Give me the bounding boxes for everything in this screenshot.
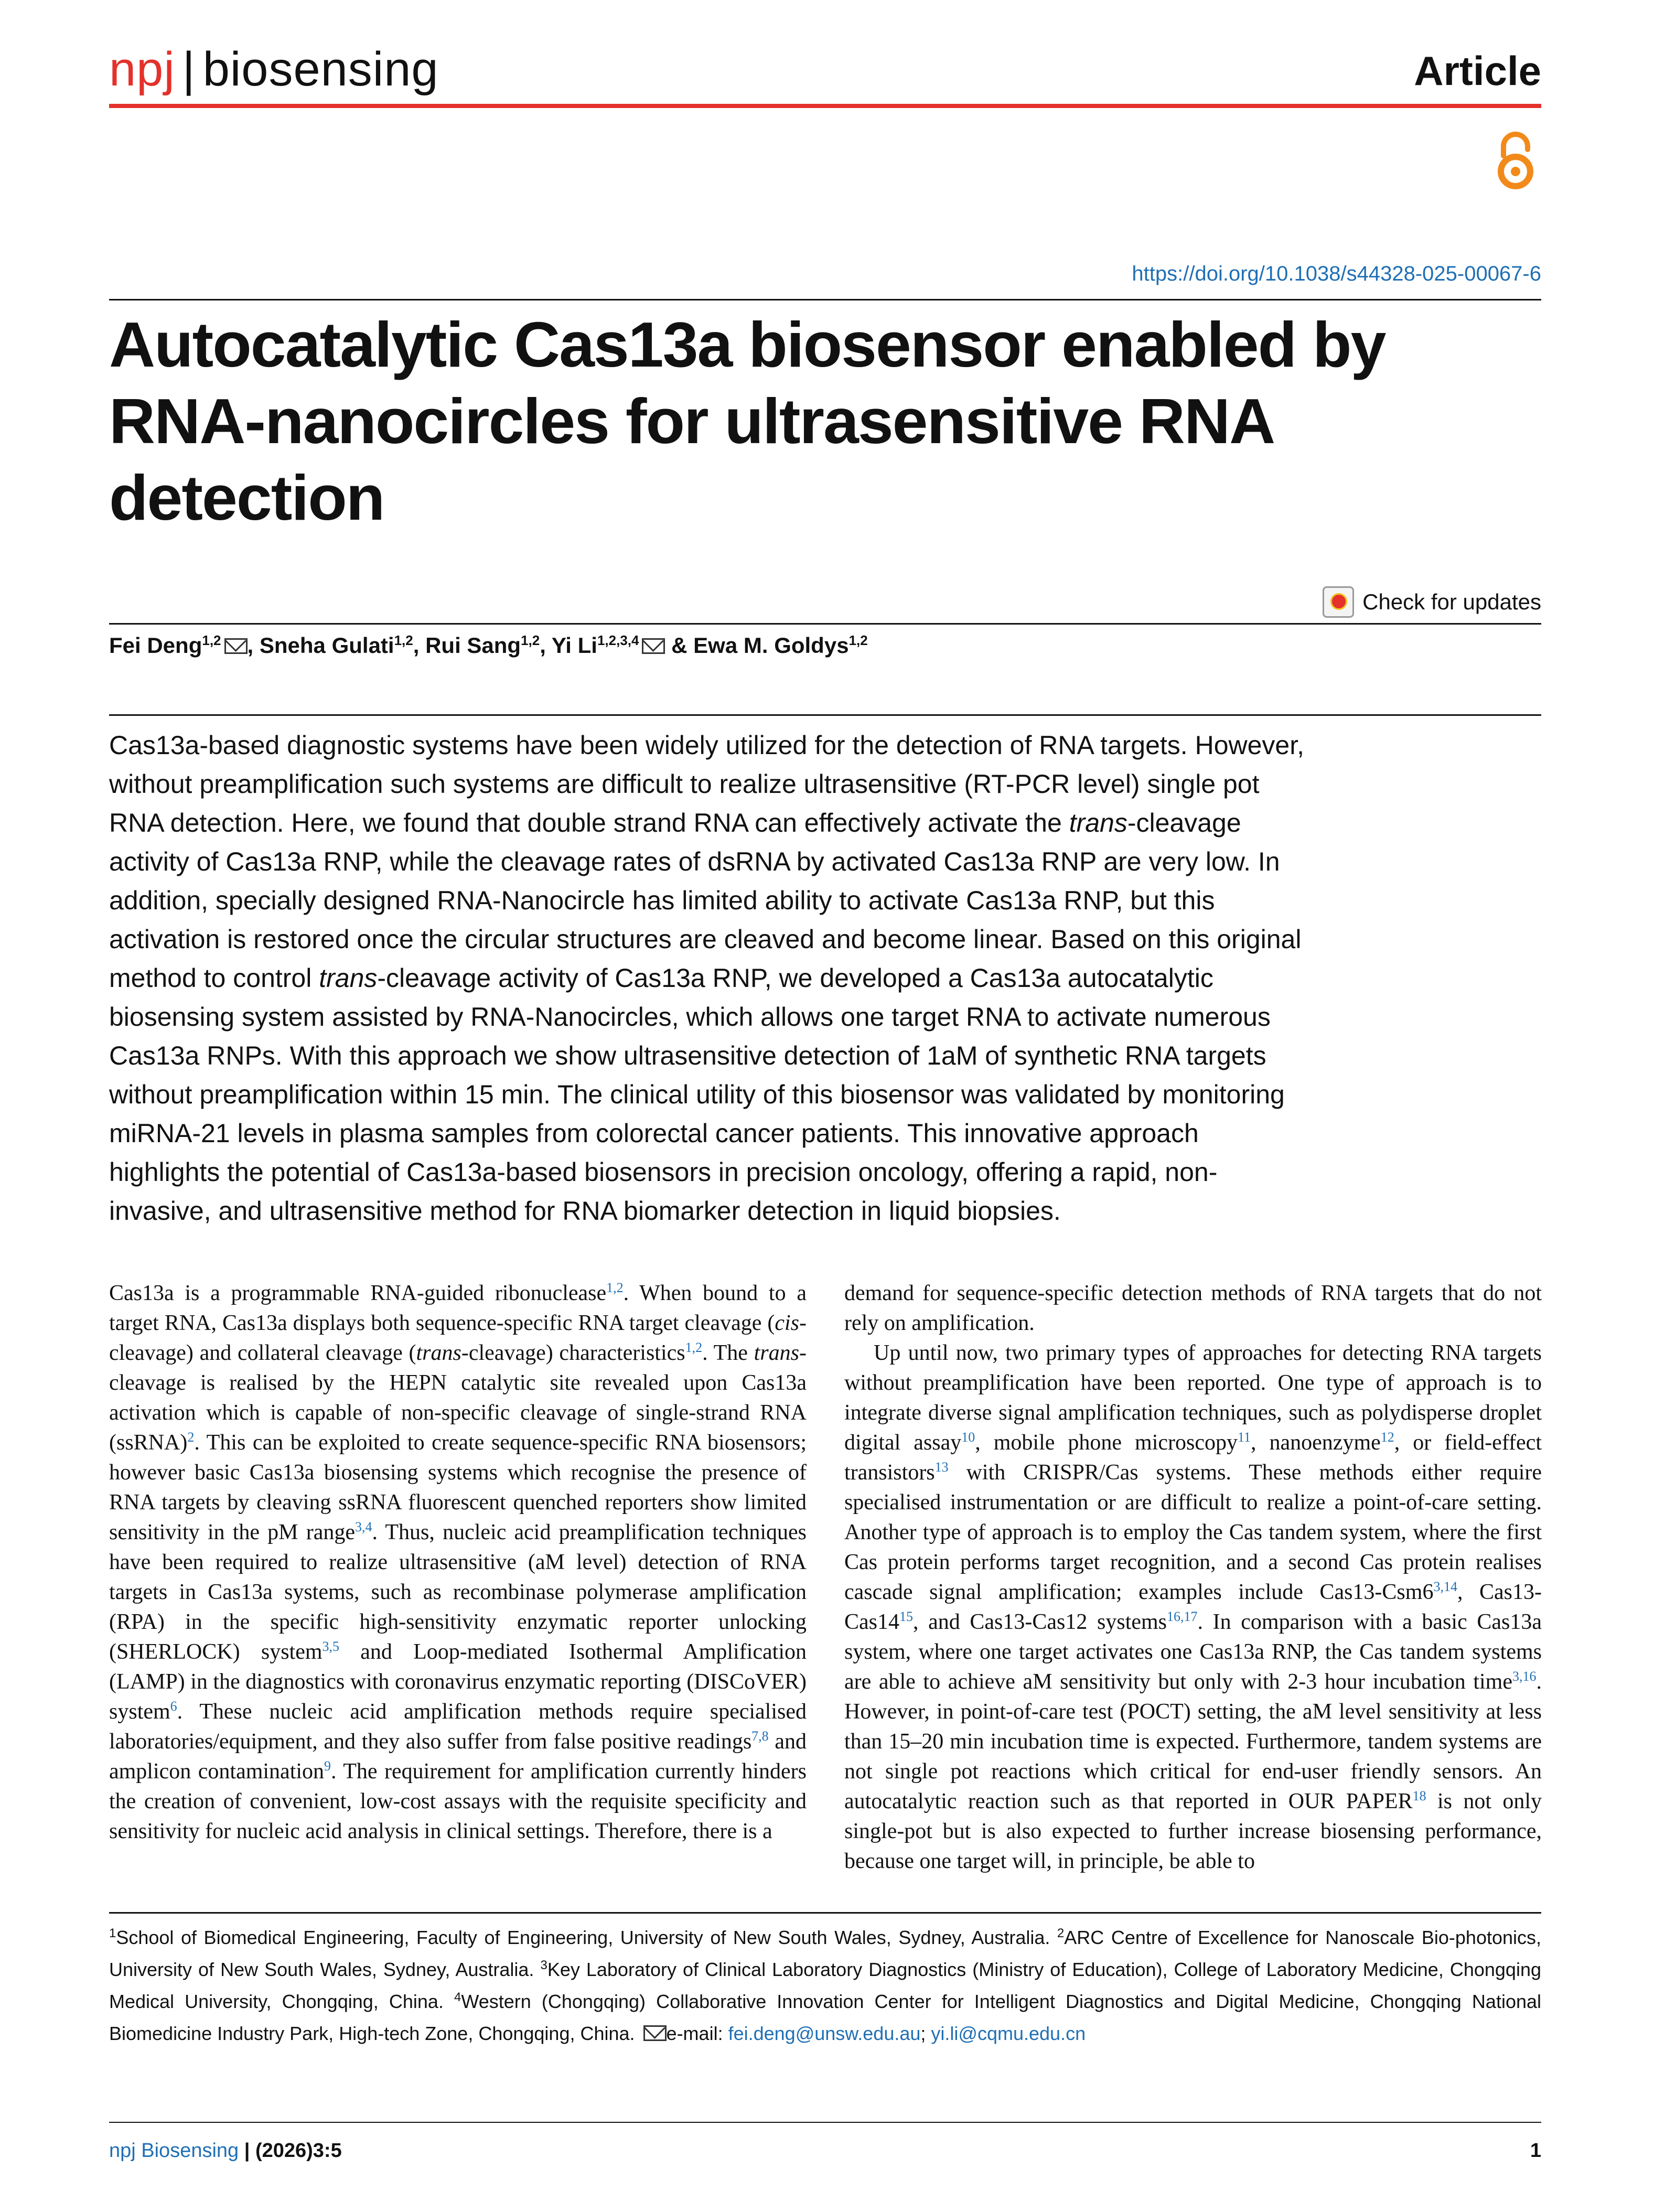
reference-superscript: 1 bbox=[109, 1926, 116, 1940]
author-list bbox=[109, 632, 868, 658]
text-run: Western (Chongqing) Collaborative Innovation Center for Intelligent Diagnostics and Digital Medicine, Chongqing National Biomedicine Industry Park, High-tech Zone, Chongqing, China. bbox=[109, 1991, 1542, 2044]
email-icon bbox=[224, 638, 248, 654]
email-icon bbox=[643, 2025, 667, 2041]
author-separator: , bbox=[247, 633, 260, 658]
reference-superscript: 2 bbox=[187, 1430, 195, 1445]
reference-superscript: 9 bbox=[324, 1758, 331, 1774]
italic-term: trans bbox=[416, 1341, 461, 1365]
text-run: . However, in point-of-care test (POCT) setting, the aM level sensitivity at less than 15–20 min incubation time is expected. Furthermore, tandem systems are not single pot reactions which critical for end-user friendly sensors. An autocatalytic reaction such as that reported in OUR PAPER bbox=[844, 1670, 1542, 1813]
author-name: Yi Li bbox=[551, 633, 597, 658]
email-link[interactable]: fei.deng@unsw.edu.au bbox=[728, 2023, 921, 2044]
reference-superscript: 15 bbox=[899, 1609, 913, 1624]
doi-link[interactable]: https://doi.org/10.1038/s44328-025-00067-6 bbox=[1132, 262, 1541, 285]
authors-top-rule bbox=[109, 623, 1541, 625]
text-run: and Loop-mediated Isothermal Amplification (LAMP) in the diagnostics with coronavirus enzymatic reporting (DISCoVER) system bbox=[109, 1640, 807, 1724]
body-column-right bbox=[844, 1279, 1542, 1876]
reference-superscript: 1,2 bbox=[685, 1340, 703, 1355]
journal-npj: npj bbox=[109, 42, 175, 96]
reference-superscript: 4 bbox=[454, 1990, 461, 2004]
reference-superscript: 11 bbox=[1237, 1430, 1251, 1445]
author-affiliation: 1,2 bbox=[202, 632, 221, 648]
author-name: Fei Deng bbox=[109, 633, 202, 658]
text-run: . The bbox=[702, 1341, 754, 1365]
check-updates-icon bbox=[1323, 586, 1354, 618]
journal-brand bbox=[109, 42, 439, 97]
text-run: . Thus, nucleic acid preamplification techniques have been required to realize ultrasensitive (aM level) detection of RNA targets in Cas13a systems, such as recombinase polymerase amplification (RPA) in the specific high-sensitivity enzymatic reporter unlocking (SHERLOCK) system bbox=[109, 1520, 807, 1664]
page-number: 1 bbox=[1530, 2140, 1541, 2162]
italic-term: cis bbox=[775, 1311, 799, 1335]
reference-superscript: 18 bbox=[1412, 1788, 1426, 1803]
text-run: , and Cas13-Cas12 systems bbox=[913, 1610, 1167, 1634]
reference-superscript: 3,16 bbox=[1512, 1669, 1537, 1684]
text-run: , nanoenzyme bbox=[1251, 1431, 1381, 1455]
text-run: ; bbox=[920, 2023, 931, 2044]
footer-journal-name: npj Biosensing bbox=[109, 2140, 239, 2162]
italic-term: trans bbox=[754, 1341, 799, 1365]
reference-superscript: 3,5 bbox=[322, 1639, 340, 1654]
reference-superscript: 3,4 bbox=[355, 1519, 372, 1534]
affiliations-footnote bbox=[109, 1921, 1541, 2049]
title-top-rule bbox=[109, 299, 1541, 300]
text-run: demand for sequence-specific detection methods of RNA targets that do not rely on amplification. bbox=[844, 1281, 1542, 1335]
text-run: . This can be exploited to create sequence-specific RNA biosensors; however basic Cas13a biosensing systems which recognise the presence of RNA targets by cleaving ssRNA fluorescent quenched reporters show limited sensitivity in the pM range bbox=[109, 1431, 807, 1544]
reference-superscript: 6 bbox=[170, 1699, 177, 1714]
reference-superscript: 1,2 bbox=[606, 1280, 624, 1295]
text-run: -cleavage activity of Cas13a RNP, we developed a Cas13a autocatalytic biosensing system assisted by RNA-Nanocircles, which allows one target RNA to activate numerous Cas13a RNPs. With this approach we show ultrasensitive detection of 1aM of synthetic RNA targets without preamplification within 15 min. The clinical utility of this biosensor was validated by monitoring miRNA-21 levels in plasma samples from colorectal cancer patients. This innovative approach highlights the potential of Cas13a-based biosensors in precision oncology, offering a rapid, non-invasive, and ultrasensitive method for RNA biomarker detection in liquid biopsies. bbox=[109, 963, 1285, 1226]
reference-superscript: 7,8 bbox=[751, 1728, 769, 1744]
check-updates-label: Check for updates bbox=[1362, 589, 1541, 614]
header-rule bbox=[109, 104, 1541, 108]
author-name: Ewa M. Goldys bbox=[693, 633, 849, 658]
text-run: . These nucleic acid amplification methods require specialised laboratories/equipment, and they also suffer from false positive readings bbox=[109, 1700, 807, 1754]
reference-superscript: 12 bbox=[1380, 1430, 1394, 1445]
open-access-icon bbox=[1492, 128, 1539, 191]
author-name: Sneha Gulati bbox=[259, 633, 394, 658]
author-separator: & bbox=[665, 633, 694, 658]
text-run: School of Biomedical Engineering, Faculty of Engineering, University of New South Wales, Sydney, Australia. bbox=[116, 1927, 1057, 1948]
text-run: is not only single-pot but is also expected to further increase biosensing performance, because one target will, in principle, be able to bbox=[844, 1789, 1542, 1873]
reference-superscript: 2 bbox=[1057, 1926, 1065, 1940]
footnote-top-rule bbox=[109, 1912, 1541, 1914]
journal-name: biosensing bbox=[202, 42, 439, 96]
author-affiliation: 1,2 bbox=[521, 632, 540, 648]
text-run: -cleavage activity of Cas13a RNP, while the cleavage rates of dsRNA by activated Cas13a RNP are very low. In addition, specially designed RNA-Nanocircle has limited ability to activate Cas13a RNP, but this activation is restored once the circular structures are cleaved and become linear. Based on this original method to control bbox=[109, 808, 1302, 993]
footer-rule bbox=[109, 2122, 1541, 2123]
footer-citation bbox=[109, 2140, 342, 2162]
italic-term: trans bbox=[319, 963, 378, 993]
reference-superscript: 3 bbox=[540, 1958, 547, 1972]
footer-issue: (2026)3:5 bbox=[255, 2140, 342, 2162]
abstract bbox=[109, 726, 1315, 1230]
body-paragraph bbox=[844, 1338, 1542, 1876]
reference-superscript: 10 bbox=[961, 1430, 975, 1445]
journal-separator: | bbox=[182, 42, 196, 96]
text-run: -cleavage) characteristics bbox=[461, 1341, 685, 1365]
text-run: e-mail: bbox=[666, 2023, 728, 2044]
email-icon bbox=[642, 638, 665, 654]
author-separator: , bbox=[540, 633, 552, 658]
text-run: -cleavage) and collateral cleavage ( bbox=[109, 1311, 807, 1365]
author-separator: , bbox=[413, 633, 426, 658]
text-run: ARC Centre of Excellence for Nanoscale Bio-photonics, University of New South Wales, Sydney, Australia. bbox=[109, 1927, 1542, 1980]
text-run: . When bound to a target RNA, Cas13a displays both sequence-specific RNA target cleavage ( bbox=[109, 1281, 807, 1335]
footer-separator: | bbox=[244, 2140, 250, 2162]
text-run: with CRISPR/Cas systems. These methods either require specialised instrumentation or are difficult to realize a point-of-care setting. Another type of approach is to employ the Cas tandem system, where the first Cas protein performs target recognition, and a second Cas protein realises cascade signal amplification; examples include Cas13-Csm6 bbox=[844, 1461, 1542, 1604]
text-run: . The requirement for amplification currently hinders the creation of convenient, low-cost assays with the requisite specificity and sensitivity for nucleic acid analysis in clinical settings. Therefore, there is a bbox=[109, 1759, 807, 1843]
author-affiliation: 1,2,3,4 bbox=[597, 632, 639, 648]
text-run: Cas13a is a programmable RNA-guided ribonuclease bbox=[109, 1281, 607, 1305]
text-run: , Cas13-Cas14 bbox=[844, 1580, 1542, 1634]
reference-superscript: 16,17 bbox=[1167, 1609, 1198, 1624]
text-run: -cleavage is realised by the HEPN catalytic site revealed upon Cas13a activation which is capable of non-specific cleavage of single-strand RNA (ssRNA) bbox=[109, 1341, 807, 1455]
author-affiliation: 1,2 bbox=[848, 632, 868, 648]
text-run: and amplicon contamination bbox=[109, 1730, 807, 1784]
check-for-updates[interactable] bbox=[1323, 586, 1541, 618]
body-paragraph bbox=[109, 1279, 807, 1846]
abstract-top-rule bbox=[109, 714, 1541, 716]
text-run: Key Laboratory of Clinical Laboratory Diagnostics (Ministry of Education), College of Laboratory Medicine, Chongqing Medical University, Chongqing, China. bbox=[109, 1959, 1541, 2012]
email-link[interactable]: yi.li@cqmu.edu.cn bbox=[931, 2023, 1086, 2044]
italic-term: trans bbox=[1069, 808, 1127, 837]
reference-superscript: 13 bbox=[934, 1459, 949, 1475]
text-run: , mobile phone microscopy bbox=[975, 1431, 1238, 1455]
author-affiliation: 1,2 bbox=[394, 632, 413, 648]
text-run: . In comparison with a basic Cas13a system, where one target activates one Cas13a RNP, the Cas tandem systems are able to achieve aM sensitivity but only with 2-3 hour incubation time bbox=[844, 1610, 1542, 1694]
text-run: Up until now, two primary types of approaches for detecting RNA targets without preamplification have been reported. One type of approach is to integrate diverse signal amplification techniques, such as polydisperse droplet digital assay bbox=[844, 1341, 1542, 1455]
text-run: Cas13a-based diagnostic systems have been widely utilized for the detection of RNA targets. However, without preamplification such systems are difficult to realize ultrasensitive (RT-PCR level) single pot RNA detection. Here, we found that double strand RNA can effectively activate the bbox=[109, 731, 1305, 837]
reference-superscript: 3,14 bbox=[1433, 1579, 1457, 1594]
body-column-left bbox=[109, 1279, 807, 1846]
article-title: Autocatalytic Cas13a biosensor enabled by RNA-nanocircles for ultrasensitive RNA detection bbox=[109, 309, 1385, 533]
article-type-label: Article bbox=[1414, 48, 1541, 94]
text-run: , or field-effect transistors bbox=[844, 1431, 1542, 1485]
author-name: Rui Sang bbox=[425, 633, 521, 658]
body-paragraph bbox=[844, 1279, 1542, 1338]
